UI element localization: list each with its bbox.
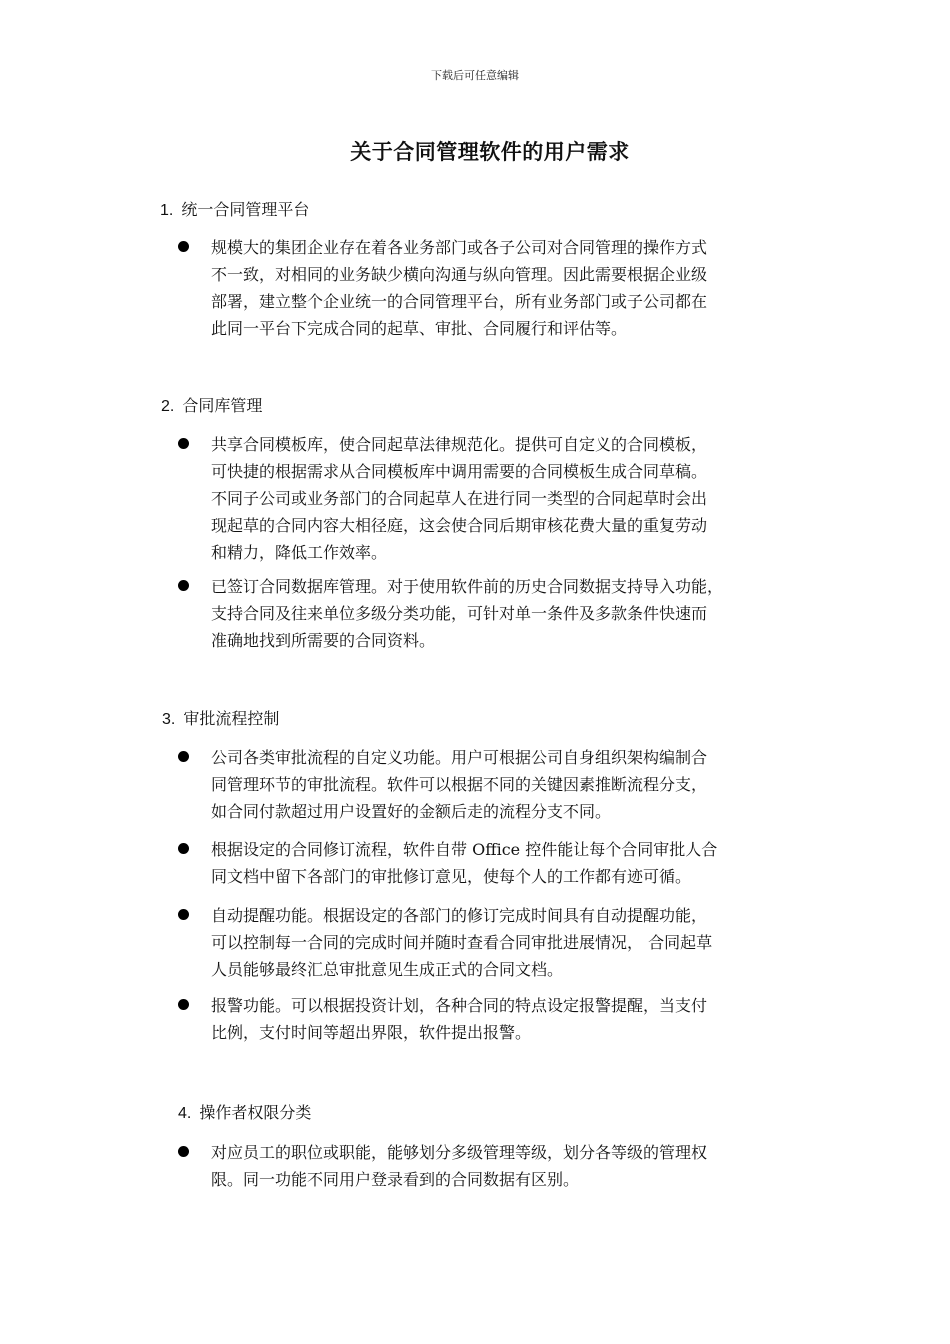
- section-title: 审批流程控制: [183, 709, 280, 728]
- text-line: 支持合同及往来单位多级分类功能，可针对单一条件及多款条件快速而: [211, 604, 708, 623]
- text-line: 同管理环节的审批流程。软件可以根据不同的关键因素推断流程分支，: [211, 775, 708, 794]
- document-title: 关于合同管理软件的用户需求: [350, 139, 630, 164]
- text-line: 人员能够最终汇总审批意见生成正式的合同文档。: [211, 960, 564, 979]
- bullet-paragraph: [211, 836, 811, 890]
- section-title: 合同库管理: [182, 396, 263, 415]
- section-heading: [162, 706, 279, 729]
- section-number: 2.: [161, 398, 175, 415]
- text-line: 限。同一功能不同用户登录看到的合同数据有区别。: [211, 1170, 580, 1189]
- text-line: 现起草的合同内容大相径庭，这会使合同后期审核花费大量的重复劳动: [211, 516, 708, 535]
- page-header: 下载后可任意编辑: [431, 69, 519, 82]
- text-line: 对应员工的职位或职能，能够划分多级管理等级，划分各等级的管理权: [211, 1143, 708, 1162]
- bullet-icon: [178, 236, 194, 256]
- text-line: 可快捷的根据需求从合同模板库中调用需要的合同模板生成合同草稿。: [211, 462, 708, 481]
- bullet-icon: [178, 433, 194, 453]
- section-number: 4.: [178, 1105, 192, 1122]
- bullet-icon: [178, 838, 194, 858]
- text-line: 同文档中留下各部门的审批修订意见，使每个人的工作都有迹可循。: [211, 867, 692, 886]
- section-heading: [178, 1100, 311, 1123]
- text-line: 报警功能。可以根据投资计划，各种合同的特点设定报警提醒，当支付: [211, 996, 708, 1015]
- text-line: 已签订合同数据库管理。对于使用软件前的历史合同数据支持导入功能，: [211, 577, 724, 596]
- section-number: 3.: [162, 711, 176, 728]
- bullet-icon: [178, 994, 194, 1014]
- text-line: 规模大的集团企业存在着各业务部门或各子公司对合同管理的操作方式: [211, 238, 708, 257]
- text-line: 此同一平台下完成合同的起草、审批、合同履行和评估等。: [211, 319, 628, 338]
- section-number: 1.: [160, 202, 174, 219]
- bullet-paragraph: [211, 573, 811, 654]
- bullet-paragraph: [211, 992, 811, 1046]
- bullet-icon: [178, 904, 194, 924]
- bullet-paragraph: [211, 902, 811, 983]
- section-title: 操作者权限分类: [199, 1103, 312, 1122]
- text-line: 根据设定的合同修订流程，软件自带 Office 控件能让每个合同审批人合: [211, 840, 718, 859]
- bullet-paragraph: [211, 744, 811, 825]
- bullet-icon: [178, 575, 194, 595]
- text-line: 不一致，对相同的业务缺少横向沟通与纵向管理。因此需要根据企业级: [211, 265, 708, 284]
- text-line: 比例，支付时间等超出界限，软件提出报警。: [211, 1023, 532, 1042]
- text-line: 不同子公司或业务部门的合同起草人在进行同一类型的合同起草时会出: [211, 489, 708, 508]
- bullet-paragraph: [211, 431, 811, 566]
- text-line: 部署，建立整个企业统一的合同管理平台，所有业务部门或子公司都在: [211, 292, 708, 311]
- text-line: 公司各类审批流程的自定义功能。用户可根据公司自身组织架构编制合: [211, 748, 708, 767]
- text-line: 准确地找到所需要的合同资料。: [211, 631, 436, 650]
- text-line: 和精力，降低工作效率。: [211, 543, 388, 562]
- text-line: 自动提醒功能。根据设定的各部门的修订完成时间具有自动提醒功能，: [211, 906, 708, 925]
- text-line: 如合同付款超过用户设置好的金额后走的流程分支不同。: [211, 802, 612, 821]
- section-heading: [161, 393, 262, 416]
- text-line: 共享合同模板库，使合同起草法律规范化。提供可自定义的合同模板，: [211, 435, 708, 454]
- bullet-paragraph: [211, 1139, 811, 1193]
- bullet-icon: [178, 746, 194, 766]
- bullet-icon: [178, 1141, 194, 1161]
- section-title: 统一合同管理平台: [181, 200, 310, 219]
- section-heading: [160, 197, 309, 220]
- bullet-paragraph: [211, 234, 811, 342]
- text-line: 可以控制每一合同的完成时间并随时查看合同审批进展情况， 合同起草: [211, 933, 713, 952]
